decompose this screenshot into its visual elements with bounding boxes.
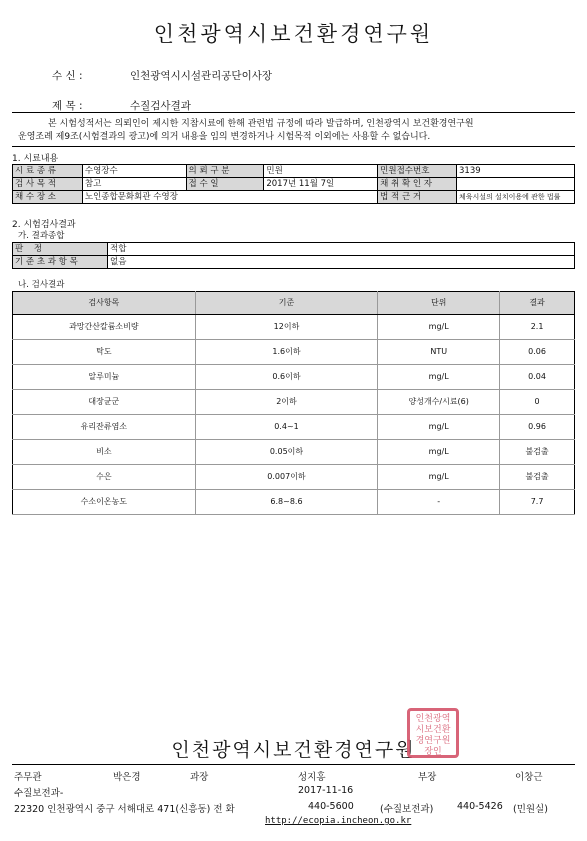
divider-footer — [12, 764, 575, 765]
section-1-heading: 1. 시료내용 — [12, 154, 59, 164]
cell-value: 3139 — [457, 165, 575, 178]
test-standard: 0.4~1 — [195, 415, 378, 440]
cell-value — [457, 178, 575, 191]
test-unit: mg/L — [378, 315, 500, 340]
seal-text: 인천광역시보건환경연구원장인 — [415, 714, 451, 757]
test-result: 0.04 — [500, 365, 575, 390]
cell-label: 접 수 일 — [186, 178, 264, 191]
test-unit: mg/L — [378, 440, 500, 465]
document-title: 인천광역시보건환경연구원 — [153, 22, 434, 46]
footer-org-title: 인천광역시보건환경연구원 — [171, 739, 416, 761]
table-row — [13, 415, 575, 440]
cell-label: 의 뢰 구 분 — [186, 165, 264, 178]
address: 22320 인천광역시 중구 서해대로 471(신흥동) 전 화 — [14, 804, 235, 815]
test-results-table — [12, 291, 575, 515]
judgment-value: 적합 — [108, 243, 575, 256]
test-item: 수은 — [13, 465, 196, 490]
table-row — [13, 490, 575, 515]
test-standard: 6.8~8.6 — [195, 490, 378, 515]
phone-2: 440-5426 — [457, 801, 503, 812]
test-unit: mg/L — [378, 465, 500, 490]
test-item: 수소이온농도 — [13, 490, 196, 515]
test-item: 비소 — [13, 440, 196, 465]
test-result: 0.06 — [500, 340, 575, 365]
cell-label: 민원접수번호 — [378, 165, 457, 178]
test-result: 불검출 — [500, 440, 575, 465]
table-row — [13, 340, 575, 365]
sample-row — [13, 178, 575, 191]
cell-label: 채 수 장 소 — [13, 191, 83, 204]
column-header: 기준 — [195, 292, 378, 315]
subject-value: 수질검사결과 — [130, 100, 191, 112]
cell-label: 시 료 종 류 — [13, 165, 83, 178]
summary-row — [13, 243, 575, 256]
subsection-a-heading: 가. 결과종합 — [18, 231, 65, 241]
table-row — [13, 465, 575, 490]
column-header: 검사항목 — [13, 292, 196, 315]
staff-role-3: 부장 — [418, 772, 437, 783]
notice-paragraph — [18, 118, 578, 144]
cell-label: 검 사 목 적 — [13, 178, 83, 191]
staff-name-2: 성지홍 — [298, 772, 326, 783]
exceed-value: 없음 — [108, 256, 575, 269]
recipient-value: 인천광역시시설관리공단이사장 — [130, 70, 273, 82]
test-standard: 1.6이하 — [195, 340, 378, 365]
recipient-label: 수 신 : — [52, 70, 83, 82]
test-unit: 양성개수/시료(6) — [378, 390, 500, 415]
table-row — [13, 315, 575, 340]
divider-mid — [12, 146, 575, 147]
cell-value: 참고 — [82, 178, 186, 191]
test-item: 유리잔류염소 — [13, 415, 196, 440]
test-standard: 0.05이하 — [195, 440, 378, 465]
test-result: 불검출 — [500, 465, 575, 490]
test-result: 0 — [500, 390, 575, 415]
table-row — [13, 440, 575, 465]
cell-value: 2017년 11월 7일 — [264, 178, 378, 191]
website-link[interactable]: http://ecopia.incheon.go.kr — [265, 816, 412, 826]
sample-row — [13, 165, 575, 178]
exceed-label: 기 준 초 과 항 목 — [13, 256, 108, 269]
sample-row — [13, 191, 575, 204]
judgment-label: 판 정 — [13, 243, 108, 256]
cell-value: 노인종합문화회관 수영장 — [82, 191, 377, 204]
document-date: 2017-11-16 — [298, 785, 354, 796]
cell-value: 체육시설의 설치이용에 관한 법률 — [457, 191, 575, 204]
subsection-b-heading: 나. 검사결과 — [18, 280, 65, 290]
test-unit: - — [378, 490, 500, 515]
test-standard: 2이하 — [195, 390, 378, 415]
column-header: 단위 — [378, 292, 500, 315]
sample-info-table — [12, 164, 575, 204]
phone-1: 440-5600 — [308, 801, 354, 812]
cell-value: 수영장수 — [82, 165, 186, 178]
staff-name-3: 이창근 — [515, 772, 543, 783]
staff-role-2: 과장 — [190, 772, 209, 783]
test-standard: 12이하 — [195, 315, 378, 340]
test-item: 알루미늄 — [13, 365, 196, 390]
test-standard: 0.007이하 — [195, 465, 378, 490]
table-row — [13, 390, 575, 415]
cell-label: 채 취 확 인 자 — [378, 178, 457, 191]
test-item: 탁도 — [13, 340, 196, 365]
test-result: 0.96 — [500, 415, 575, 440]
phone-1-desc: (수질보전과) — [380, 804, 434, 815]
subject-label: 제 목 : — [52, 100, 83, 112]
test-standard: 0.6이하 — [195, 365, 378, 390]
test-result: 7.7 — [500, 490, 575, 515]
result-summary-table — [12, 242, 575, 269]
staff-name-1: 박은경 — [113, 772, 141, 783]
cell-label: 법 적 근 거 — [378, 191, 457, 204]
test-unit: mg/L — [378, 365, 500, 390]
section-2-heading: 2. 시험검사결과 — [12, 220, 76, 230]
test-unit: mg/L — [378, 415, 500, 440]
test-item: 대장균군 — [13, 390, 196, 415]
test-result: 2.1 — [500, 315, 575, 340]
cell-value: 민원 — [264, 165, 378, 178]
test-item: 과망간산칼륨소비량 — [13, 315, 196, 340]
summary-row — [13, 256, 575, 269]
divider-top — [12, 112, 575, 113]
table-row — [13, 365, 575, 390]
table-header-row — [13, 292, 575, 315]
staff-role-1: 주무관 — [14, 772, 42, 783]
document-number: 수질보전과- — [14, 788, 64, 799]
notice-line-1: 본 시험성적서는 의뢰인이 제시한 지참시료에 한해 관련법 규정에 따라 발급하며, 인천광역시 보건환경연구원 — [48, 119, 474, 129]
column-header: 결과 — [500, 292, 575, 315]
notice-line-2: 운영조례 제9조(시험결과의 광고)에 의거 내용을 임의 변경하거나 시험목적 이외에는 사용할 수 없습니다. — [18, 132, 431, 142]
test-unit: NTU — [378, 340, 500, 365]
official-seal-stamp — [407, 708, 459, 758]
phone-2-desc: (민원실) — [513, 804, 548, 815]
